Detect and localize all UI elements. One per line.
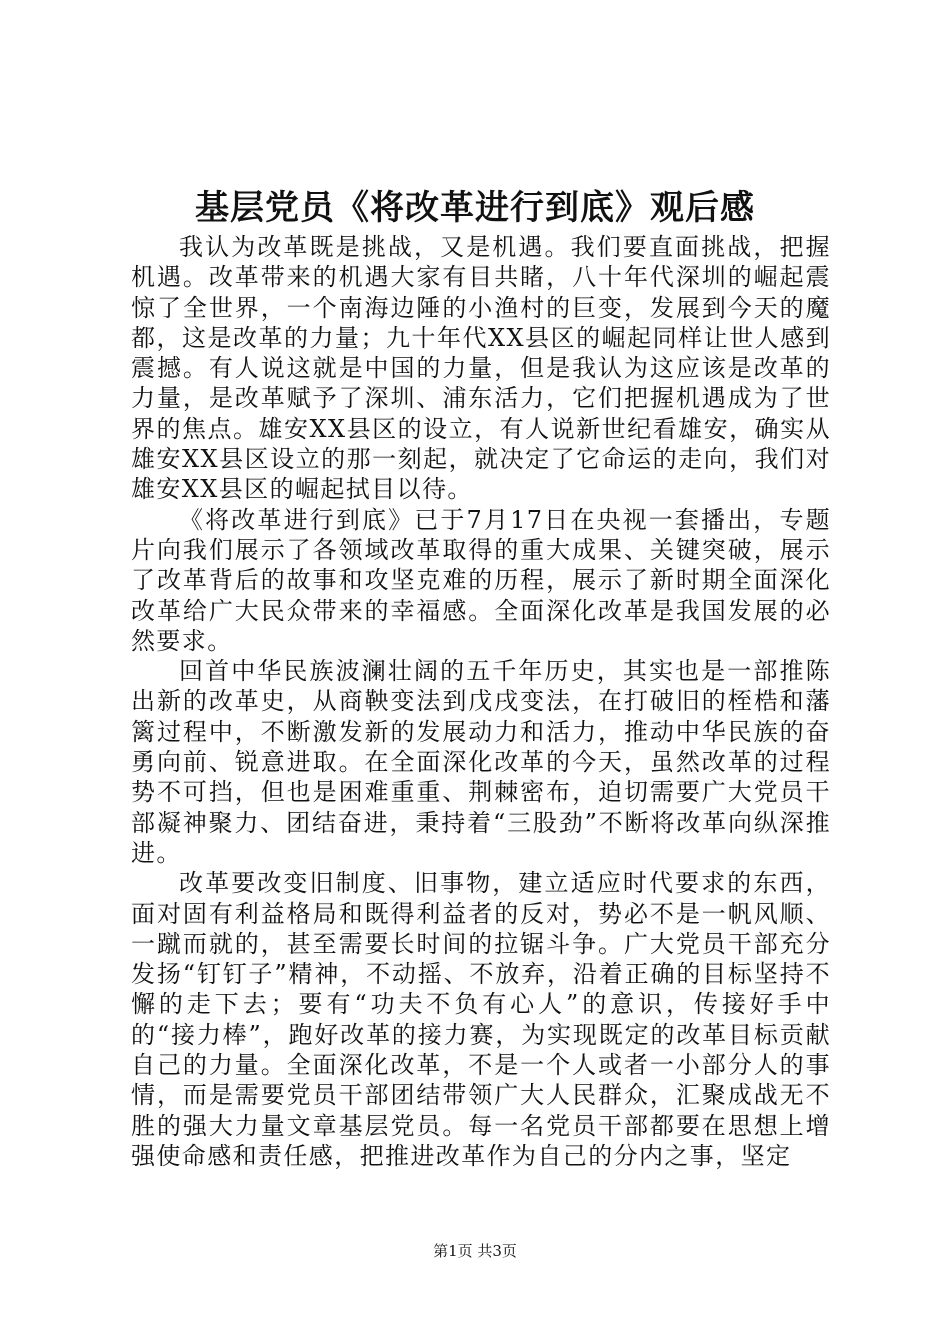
document-body xyxy=(131,232,831,1171)
paragraph: 我认为改革既是挑战，又是机遇。我们要直面挑战，把握机遇。改革带来的机遇大家有目共睹，八十年代深圳的崛起震惊了全世界，一个南海边陲的小渔村的巨变，发展到今天的魔都，这是改革的力量；九十年代XX县区的崛起同样让世人感到震撼。有人说这就是中国的力量，但是我认为这应该是改革的力量，是改革赋予了深圳、浦东活力，它们把握机遇成为了世界的焦点。雄安XX县区的设立，有人说新世纪看雄安，确实从雄安XX县区设立的那一刻起，就决定了它命运的走向，我们对雄安XX县区的崛起拭目以待。 xyxy=(131,233,831,504)
document-title: 基层党员《将改革进行到底》观后感 xyxy=(195,188,755,228)
paragraph: 《将改革进行到底》已于7月17日在央视一套播出，专题片向我们展示了各领域改革取得的重大成果、关键突破，展示了改革背后的故事和攻坚克难的历程，展示了新时期全面深化改革给广大民众带来的幸福感。全面深化改革是我国发展的必然要求。 xyxy=(131,505,831,655)
page-number-footer: 第1页 共3页 xyxy=(433,1242,517,1260)
paragraph: 改革要改变旧制度、旧事物，建立适应时代要求的东西，面对固有利益格局和既得利益者的反对，势必不是一帆风顺、一蹴而就的，甚至需要长时间的拉锯斗争。广大党员干部充分发扬“钉钉子”精神，不动摇、不放弃，沿着正确的目标坚持不懈的走下去；要有“功夫不负有心人”的意识，传接好手中的“接力棒”，跑好改革的接力赛，为实现既定的改革目标贡献自己的力量。全面深化改革，不是一个人或者一小部分人的事情，而是需要党员干部团结带领广大人民群众，汇聚成战无不胜的强大力量文章基层党员。每一名党员干部都要在思想上增强使命感和责任感，把推进改革作为自己的分内之事，坚定 xyxy=(131,869,831,1170)
paragraph: 回首中华民族波澜壮阔的五千年历史，其实也是一部推陈出新的改革史，从商鞅变法到戊戌变法，在打破旧的桎梏和藩篱过程中，不断激发新的发展动力和活力，推动中华民族的奋勇向前、锐意进取。在全面深化改革的今天，虽然改革的过程势不可挡，但也是困难重重、荆棘密布，迫切需要广大党员干部凝神聚力、团结奋进，秉持着“三股劲”不断将改革向纵深推进。 xyxy=(131,657,831,867)
